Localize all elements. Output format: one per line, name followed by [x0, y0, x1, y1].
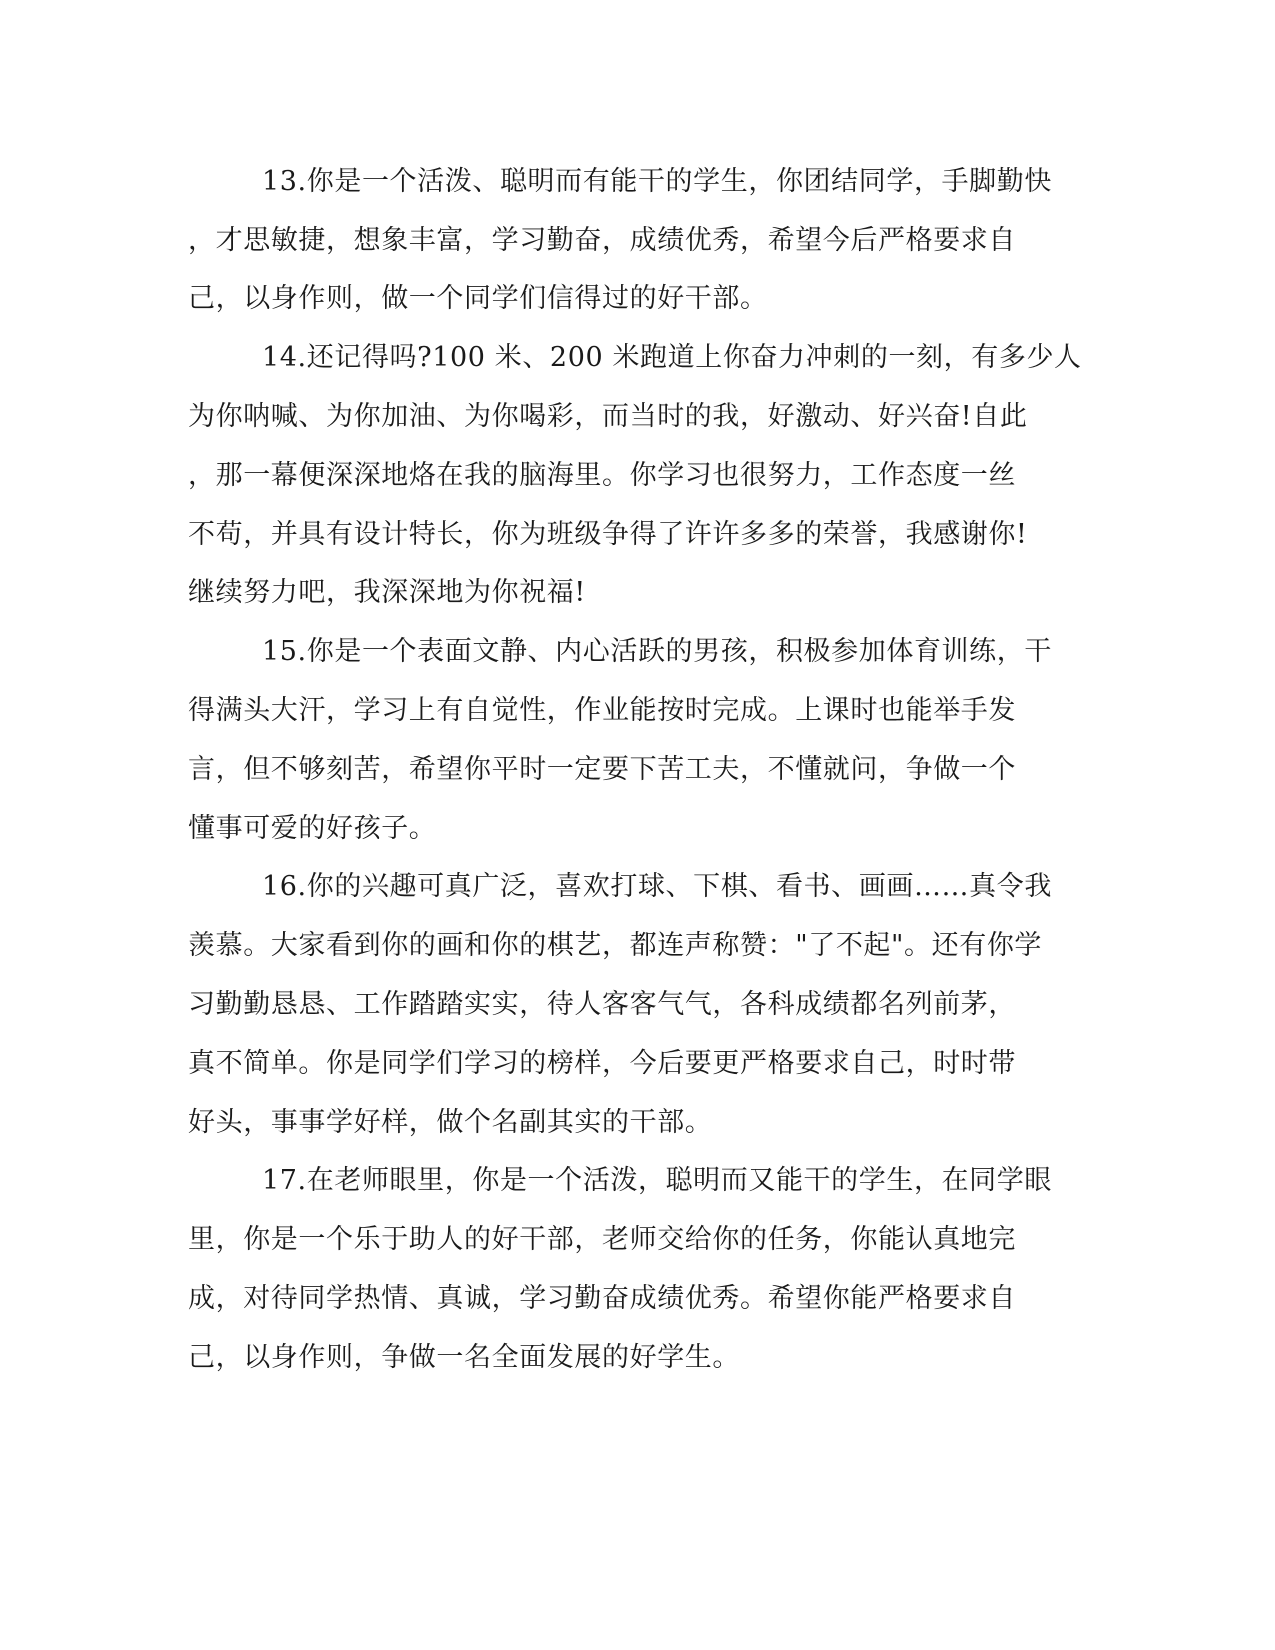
paragraph-17-line-4: 己，以身作则，争做一名全面发展的好学生。	[188, 1342, 740, 1373]
paragraph-16-line-4: 真不简单。你是同学们学习的榜样，今后要更严格要求自己，时时带	[188, 1048, 1016, 1079]
paragraph-16-line-2: 羡慕。大家看到你的画和你的棋艺，都连声称赞："了不起"。还有你学	[188, 930, 1043, 961]
paragraph-13-line-2: ，才思敏捷，想象丰富，学习勤奋，成绩优秀，希望今后严格要求自	[188, 225, 1016, 256]
paragraph-16-line-1: 16.你的兴趣可真广泛，喜欢打球、下棋、看书、画画……真令我	[262, 871, 1052, 902]
paragraph-15-line-1: 15.你是一个表面文静、内心活跃的男孩，积极参加体育训练，干	[262, 636, 1052, 667]
paragraph-14-line-5: 继续努力吧，我深深地为你祝福!	[188, 577, 586, 608]
paragraph-16-line-5: 好头，事事学好样，做个名副其实的干部。	[188, 1107, 713, 1138]
paragraph-14-line-3: ，那一幕便深深地烙在我的脑海里。你学习也很努力，工作态度一丝	[188, 460, 1016, 491]
paragraph-17-line-3: 成，对待同学热情、真诚，学习勤奋成绩优秀。希望你能严格要求自	[188, 1283, 1016, 1314]
paragraph-17-line-1: 17.在老师眼里，你是一个活泼，聪明而又能干的学生，在同学眼	[262, 1165, 1052, 1196]
paragraph-15-line-4: 懂事可爱的好孩子。	[188, 813, 437, 844]
paragraph-16-line-3: 习勤勤恳恳、工作踏踏实实，待人客客气气，各科成绩都名列前茅，	[188, 989, 1016, 1020]
paragraph-14-line-1: 14.还记得吗?100 米、200 米跑道上你奋力冲刺的一刻，有多少人	[262, 342, 1082, 373]
paragraph-14-line-4: 不苟，并具有设计特长，你为班级争得了许许多多的荣誉，我感谢你!	[188, 519, 1028, 550]
paragraph-15-line-3: 言，但不够刻苦，希望你平时一定要下苦工夫，不懂就问，争做一个	[188, 754, 1016, 785]
paragraph-14-line-2: 为你呐喊、为你加油、为你喝彩，而当时的我，好激动、好兴奋!自此	[188, 401, 1028, 432]
paragraph-15-line-2: 得满头大汗，学习上有自觉性，作业能按时完成。上课时也能举手发	[188, 695, 1016, 726]
paragraph-13-line-1: 13.你是一个活泼、聪明而有能干的学生，你团结同学，手脚勤快	[262, 166, 1052, 197]
paragraph-13-line-3: 己，以身作则，做一个同学们信得过的好干部。	[188, 283, 768, 314]
paragraph-17-line-2: 里，你是一个乐于助人的好干部，老师交给你的任务，你能认真地完	[188, 1224, 1016, 1255]
